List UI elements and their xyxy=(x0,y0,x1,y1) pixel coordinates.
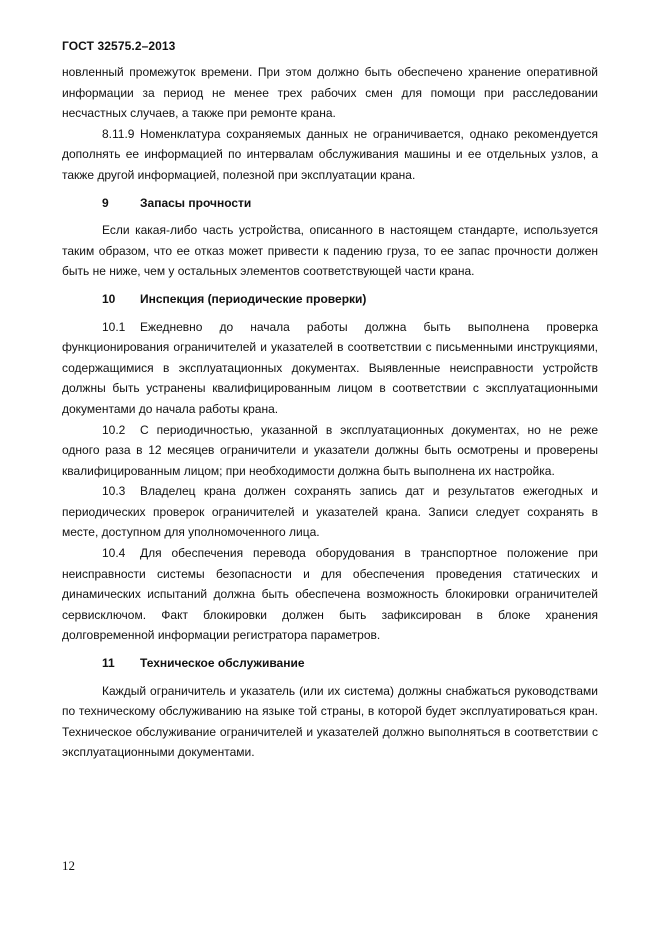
page-number: 12 xyxy=(62,858,75,873)
clause-text: Номенклатура сохраняемых данных не ограничивается, однако рекомендуется дополнять ее информацией по интервалам обслуживания машины и ее отдельных узлов, а также другой информацией, полезной при эксплуатации крана. xyxy=(62,126,598,182)
section-9-paragraph: Если какая-либо часть устройства, описанного в настоящем стандарте, используется таким образом, что ее отказ может привести к падению груза, то ее запас прочности должен быть не ниже, чем у остальных элементов соответствующей части крана. xyxy=(62,223,598,279)
clause-text: С периодичностью, указанной в эксплуатационных документах, но не реже одного раза в 12 месяцев ограничители и указатели должны быть осмотрены и проверены квалифицированным лицом; при необходимости должна быть выполнена их настройка. xyxy=(62,422,598,478)
clause-text: Ежедневно до начала работы должна быть выполнена проверка функционирования ограничителей и указателей в соответствии с письменными инструкциями, содержащимися в эксплуатационных документах. Выявленные неисправности устройств должны быть устранены квалифицированным лицом в соответствии с эксплуатационными документами до начала работы крана. xyxy=(62,319,598,416)
clause-10-3 xyxy=(62,481,598,543)
section-number: 10 xyxy=(102,291,116,306)
section-number: 9 xyxy=(102,195,109,210)
section-title: Запасы прочности xyxy=(140,195,252,210)
clause-text: Владелец крана должен сохранять запись дат и результатов ежегодных и периодических проверок ограничителей и указателей крана. Записи следует сохранять в месте, доступном для уполномоченного лица. xyxy=(62,484,598,540)
clause-text: Для обеспечения перевода оборудования в транспортное положение при неисправности системы безопасности и для обеспечения проведения статических и динамических испытаний должна быть обеспечена возможность блокировки ограничителей сервисключом. Факт блокировки должен быть зафиксирован в блоке хранения долговременной информации регистратора параметров. xyxy=(62,546,598,643)
clause-10-2 xyxy=(62,420,598,482)
clause-number: 10.1 xyxy=(102,319,126,334)
section-title: Техническое обслуживание xyxy=(140,656,305,671)
section-11-paragraph: Каждый ограничитель и указатель (или их система) должны снабжаться руководствами по техническому обслуживанию на языке той страны, в которой будет эксплуатироваться кран. Техническое обслуживание ограничителей и указателей должно выполняться в соответствии с эксплуатационными документами. xyxy=(62,683,598,760)
clause-number: 10.2 xyxy=(102,422,126,437)
clause-10-4 xyxy=(62,543,598,646)
continuation-paragraph: новленный промежуток времени. При этом должно быть обеспечено хранение оперативной информации за период не менее трех рабочих смен для помощи при расследовании несчастных случаев, а также при ремонте крана. xyxy=(62,65,598,121)
section-number: 11 xyxy=(102,656,115,671)
document-body xyxy=(62,62,598,763)
clause-8-11-9 xyxy=(62,124,598,186)
standard-header: ГОСТ 32575.2–2013 xyxy=(62,39,176,53)
section-10-heading xyxy=(62,289,598,310)
clause-number: 8.11.9 xyxy=(102,126,135,141)
clause-10-1 xyxy=(62,317,598,420)
section-title: Инспекция (периодические проверки) xyxy=(140,291,367,306)
section-11-heading xyxy=(62,653,598,674)
clause-number: 10.4 xyxy=(102,546,126,561)
section-9-heading xyxy=(62,193,598,214)
clause-number: 10.3 xyxy=(102,484,126,499)
